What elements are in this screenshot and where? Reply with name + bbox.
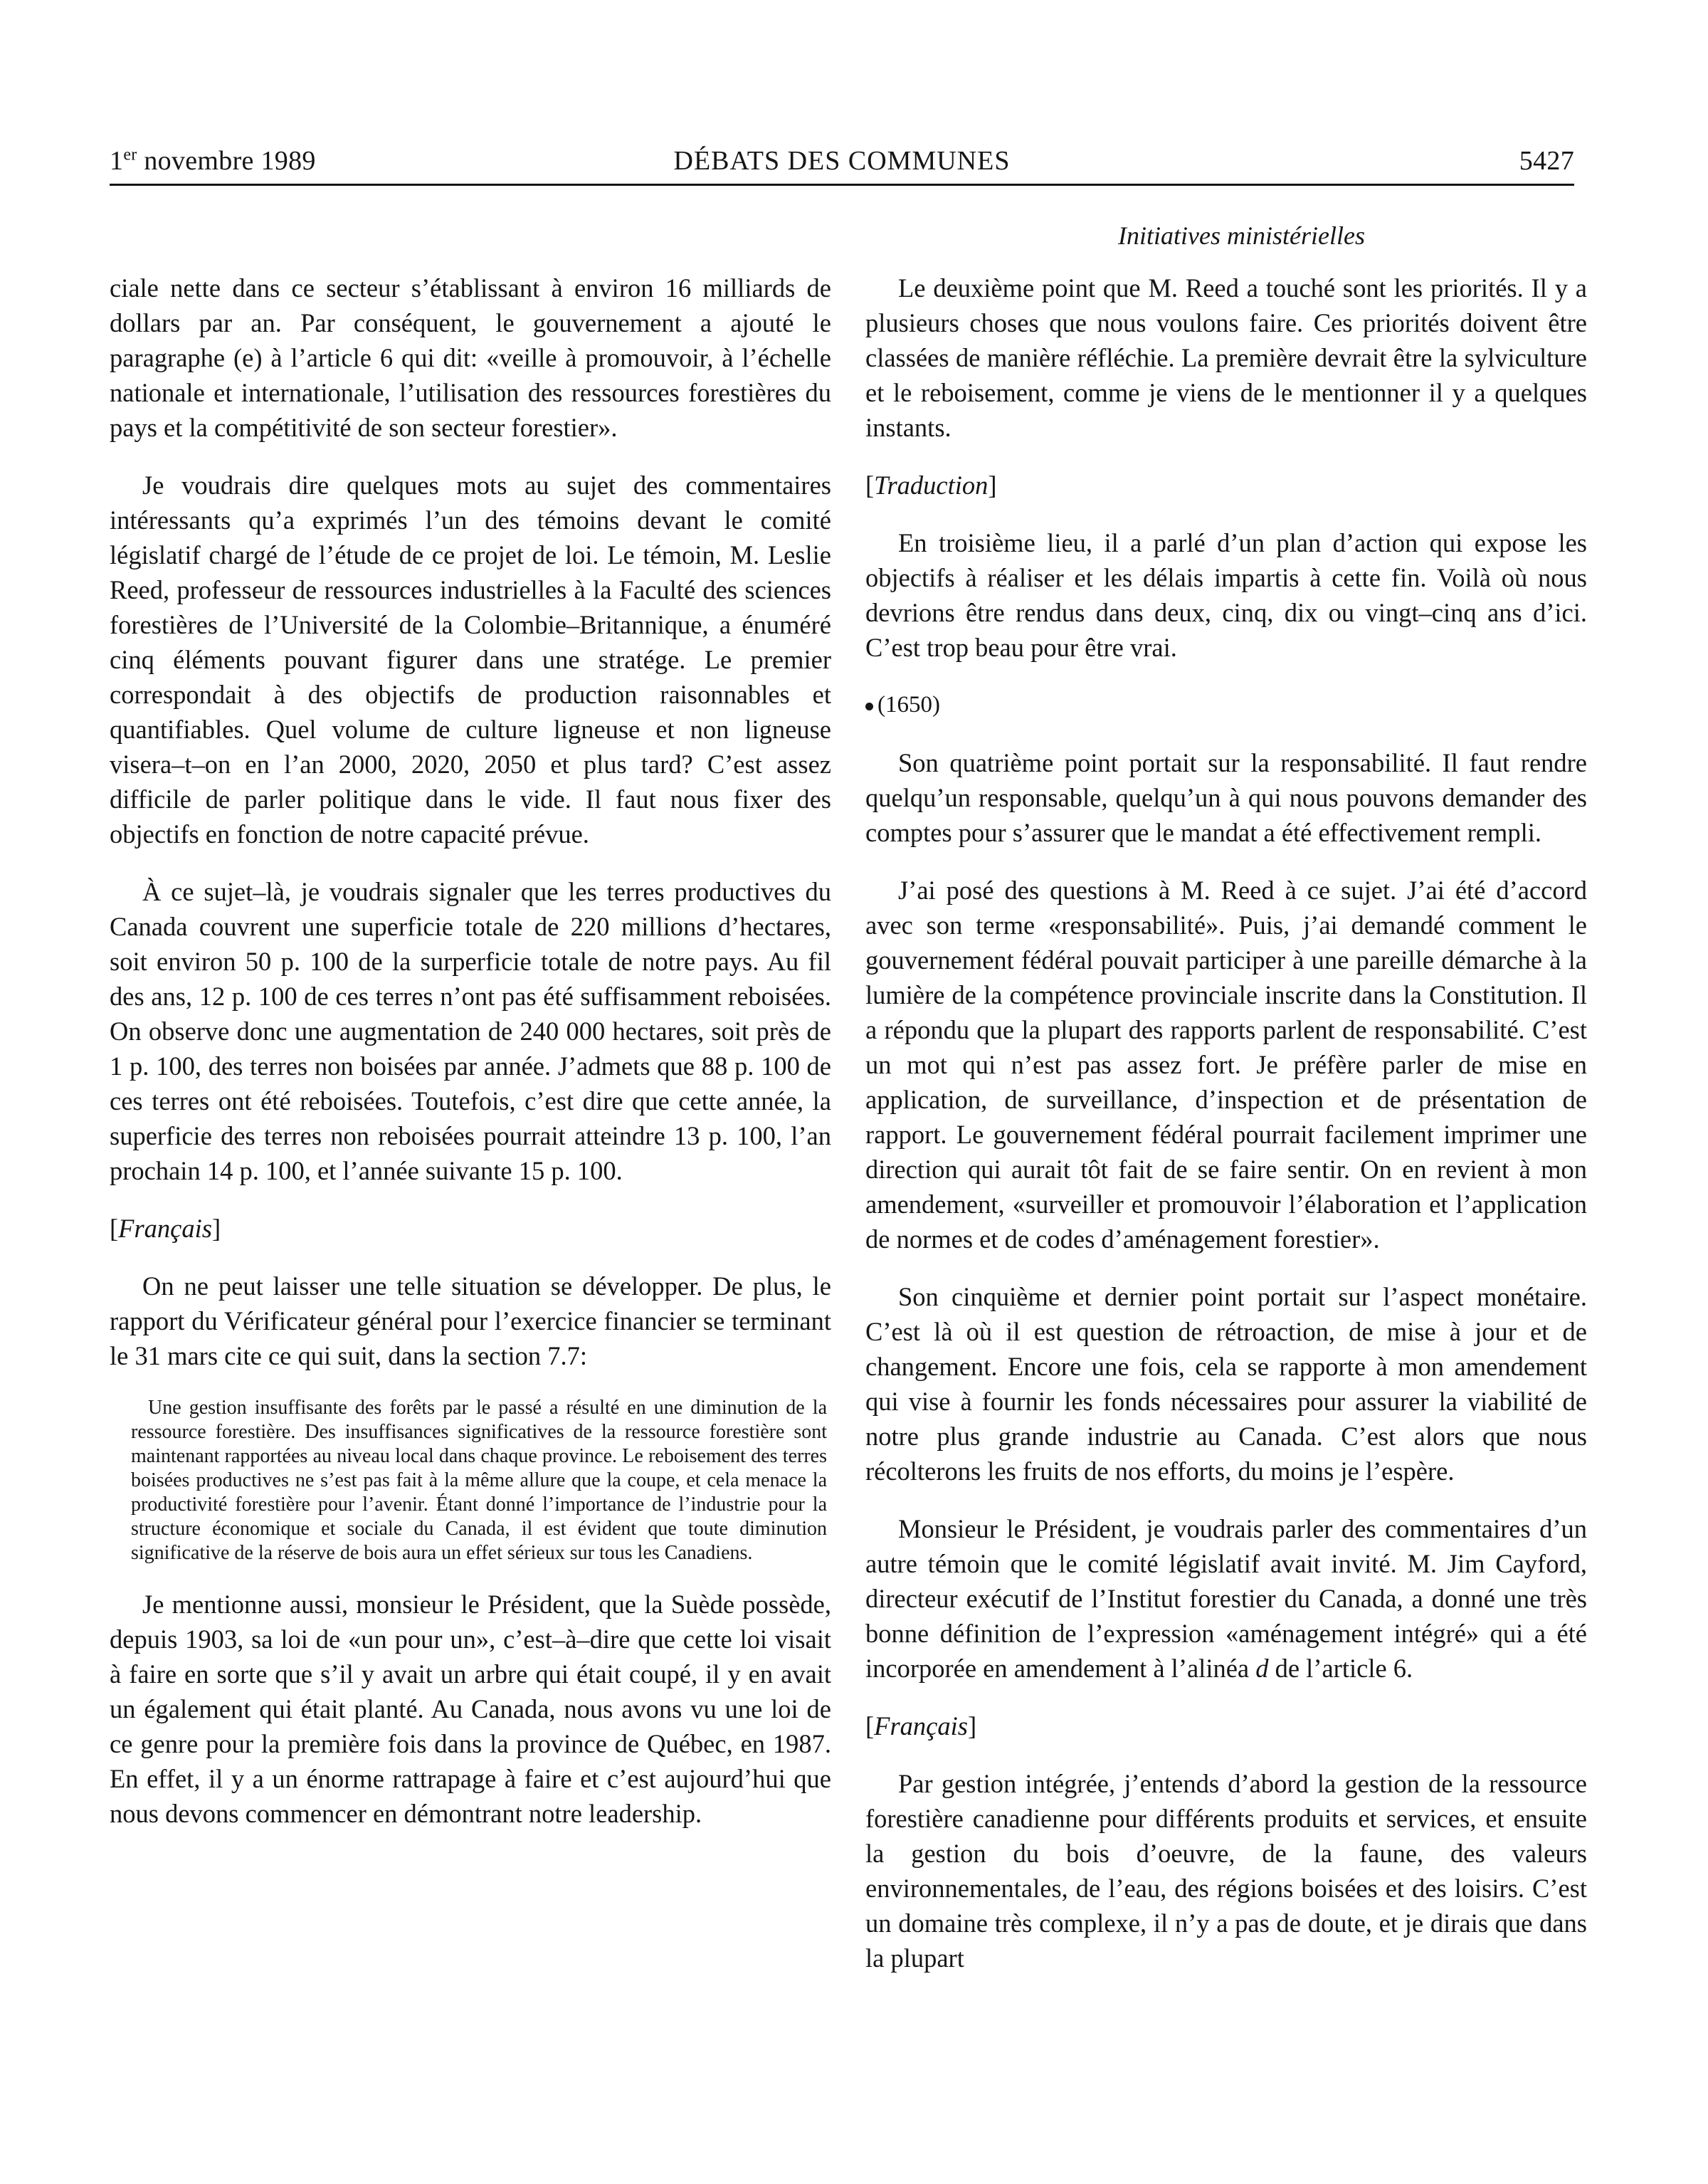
paragraph: Je voudrais dire quelques mots au sujet des commentaires intéressants qu’a exprimés l’un des témoins devant le comité législatif chargé de l’étude de ce projet de loi. Le témoin, M. Leslie Reed, professeur de ressources industrielles à la Faculté des sciences forestières de l’Université de la Colombie–Britannique, a énuméré cinq éléments pouvant figurer dans une stratége. Le premier correspondait à des objectifs de production raisonnables et quantifiables. Quel volume de culture ligneuse et non ligneuse visera–t–on en l’an 2000, 2020, 2050 et plus tard? C’est assez difficile de parler politique dans le vide. Il faut nous fixer des objectifs en fonction de notre capacité prévue. xyxy=(110,471,831,849)
paragraph-text-end: de l’article 6. xyxy=(1268,1654,1413,1683)
section-title: Initiatives ministérielles xyxy=(1118,221,1365,250)
language-marker-label: Traduction xyxy=(874,471,989,500)
paragraph: ciale nette dans ce secteur s’établissant à environ 16 milliards de dollars par an. Par conséquent, le gouvernement a ajouté le paragraphe (e) à l’article 6 qui dit: «veille à promouvoir, à l’échelle nationale et internationale, l’utilisation des ressources forestières du pays et la compétitivité de son secteur forestier». xyxy=(110,273,831,442)
language-marker: [Français] xyxy=(865,1711,977,1741)
paragraph: Son cinquième et dernier point portait sur l’aspect monétaire. C’est là où il est question de rétroaction, de mise à jour et de changement. Encore une fois, cela se rapporte à mon amendement qui vise à fournir les fonds nécessaires pour assurer la viabilité de notre plus grande industrie au Canada. C’est alors que nous récolterons les fruits de nos efforts, du moins je l’espère. xyxy=(865,1282,1587,1486)
block-quote xyxy=(110,1396,831,1565)
paragraph-letter: d xyxy=(1255,1654,1269,1683)
paragraph: Je mentionne aussi, monsieur le Président, que la Suède possède, depuis 1903, sa loi de «un pour un», c’est–à–dire que cette loi visait à faire en sorte que s’il y avait un arbre qui était coupé, il y en avait un également qui était planté. Au Canada, nous avons vu une loi de ce genre pour la première fois dans la province de Québec, en 1987. En effet, il y a un énorme rattrapage à faire et c’est aujourd’hui que nous devons commencer en démontrant notre leadership. xyxy=(110,1590,831,1828)
date-superscript: er xyxy=(123,145,137,164)
paragraph: J’ai posé des questions à M. Reed à ce sujet. J’ai été d’accord avec son terme «responsabilité». Puis, j’ai demandé comment le gouvernement fédéral pouvait participer à une pareille démarche à la lumière de la compétence provinciale inscrite dans la Constitution. Il a répondu que la plupart des rapports parlent de responsabilité. C’est un mot qui n’est pas assez fort. Je préfère parler de mise en application, de surveillance, d’inspection et de présentation de rapport. Le gouvernement fédéral pourrait facilement imprimer une direction qui aurait tôt fait de se faire sentir. On en revient à mon amendement, «surveiller et promouvoir l’élaboration et l’application de normes et de codes d’aménagement forestier». xyxy=(865,876,1587,1254)
bullet-icon xyxy=(865,703,873,710)
paragraph: Son quatrième point portait sur la responsabilité. Il faut rendre quelqu’un responsable, quelqu’un à qui nous pouvons demander des comptes pour s’assurer que le mandat a été effectivement rempli. xyxy=(865,748,1587,847)
paragraph: Le deuxième point que M. Reed a touché sont les priorités. Il y a plusieurs choses que nous voulons faire. Ces priorités doivent être classées de manière réfléchie. La première devrait être la sylviculture et le reboisement, comme je viens de le mentionner il y a quelques instants. xyxy=(865,273,1587,442)
right-column xyxy=(865,271,1587,1998)
journal-title: DÉBATS DES COMMUNES xyxy=(673,146,1011,176)
left-column xyxy=(110,271,831,1854)
language-marker-label: Français xyxy=(118,1214,212,1243)
header-rule xyxy=(110,184,1574,186)
paragraph: En troisième lieu, il a parlé d’un plan d’action qui expose les objectifs à réaliser et les délais impartis à cette fin. Voilà où nous devrions être rendus dans deux, cinq, dix ou vingt–cinq ans d’ici. C’est trop beau pour être vrai. xyxy=(865,528,1587,662)
paragraph xyxy=(865,1511,1587,1686)
paragraph: À ce sujet–là, je voudrais signaler que les terres productives du Canada couvrent une superficie totale de 220 millions d’hectares, soit environ 50 p. 100 de la surperficie totale de notre pays. Au fil des ans, 12 p. 100 de ces terres n’ont pas été suffisamment reboisées. On observe donc une augmentation de 240 000 hectares, soit près de 1 p. 100, des terres non boisées par année. J’admets que 88 p. 100 de ces terres ont été reboisées. Toutefois, c’est dire que cette année, la superficie des terres non reboisées pourrait atteindre 13 p. 100, l’an prochain 14 p. 100, et l’année suivante 15 p. 100. xyxy=(110,877,831,1185)
paragraph-text: Monsieur le Président, je voudrais parler des commentaires d’un autre témoin que le comité législatif avait invité. M. Jim Cayford, directeur exécutif de l’Institut forestier du Canada, a donné une très bonne définition de l’expression «aménagement intégré» qui a été incorporée en amendement à l’alinéa xyxy=(865,1514,1587,1683)
language-marker: [Traduction] xyxy=(865,471,997,500)
timestamp xyxy=(865,688,1587,723)
language-marker-label: Français xyxy=(874,1711,968,1741)
timestamp-text: (1650) xyxy=(877,692,940,718)
date-day: 1 xyxy=(110,146,124,176)
paragraph: On ne peut laisser une telle situation se développer. De plus, le rapport du Vérificateur général pour l’exercice financier se terminant le 31 mars cite ce qui suit, dans la section 7.7: xyxy=(110,1271,831,1370)
page-number: 5427 xyxy=(1519,146,1574,176)
quote-text: Une gestion insuffisante des forêts par le passé a résulté en une diminution de la ressource forestière. Des insuffisances significatives de la ressource forestière sont maintenant rapportées au niveau local dans chaque province. Le reboisement des terres boisées productives ne s’est pas fait à la même allure que la coupe, et cela menace la productivité forestière pour l’avenir. Étant donné l’importance de l’industrie pour la structure économique et sociale du Canada, il est évident que toute diminution significative de la réserve de bois aura un effet sérieux sur tous les Canadiens. xyxy=(131,1397,827,1564)
paragraph: Par gestion intégrée, j’entends d’abord la gestion de la ressource forestière canadienne pour différents produits et services, et ensuite la gestion du bois d’oeuvre, de la faune, des valeurs environnementales, de l’eau, des régions boisées et des loisirs. C’est un domaine très complexe, il n’y a pas de doute, et je dirais que dans la plupart xyxy=(865,1769,1587,1973)
date-month-year: novembre 1989 xyxy=(137,146,316,176)
language-marker: [Français] xyxy=(110,1214,221,1243)
